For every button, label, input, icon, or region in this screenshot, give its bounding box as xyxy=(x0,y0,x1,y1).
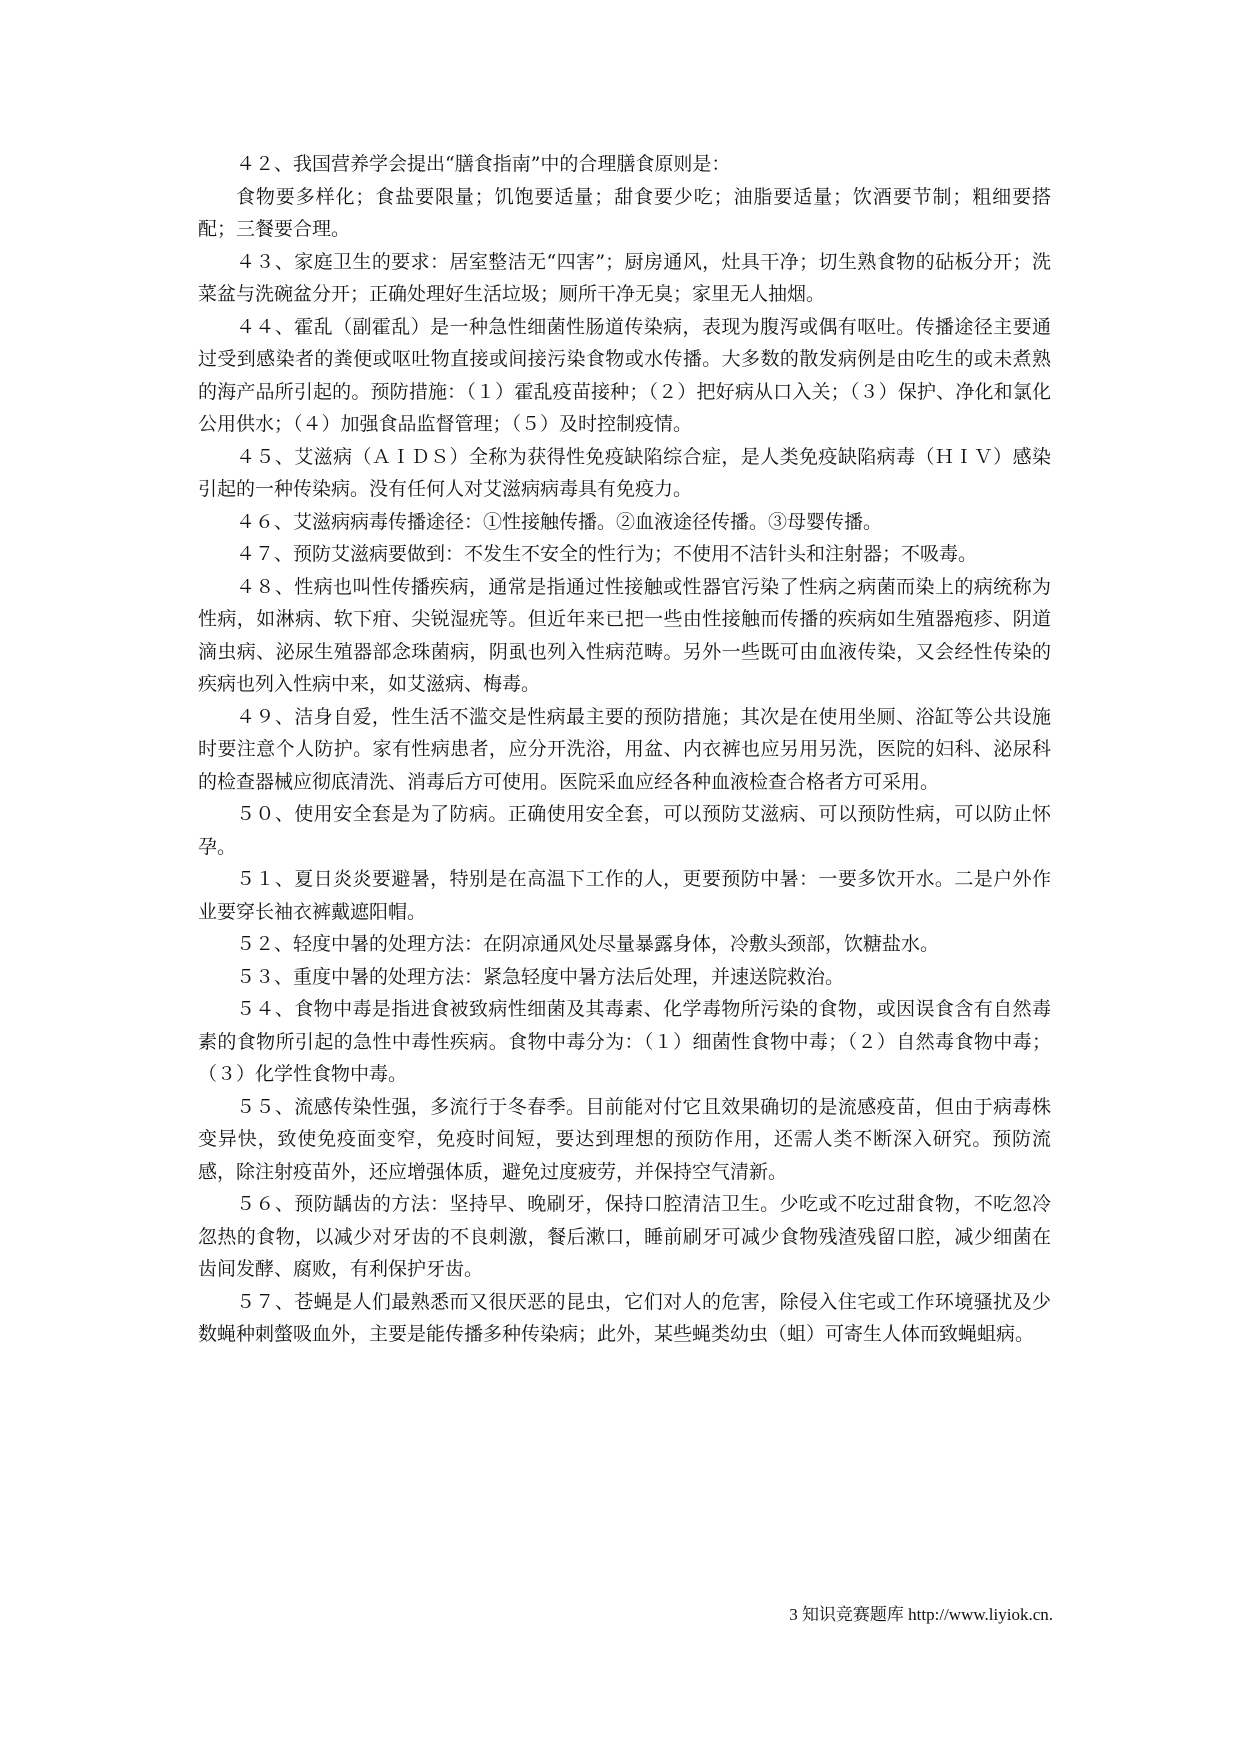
page-footer: 3 知识竞赛题库 http://www.liyiok.cn. xyxy=(789,1605,1053,1624)
paragraph-50: ５０、使用安全套是为了防病。正确使用安全套，可以预防艾滋病、可以预防性病，可以防止怀孕。 xyxy=(198,803,1051,858)
paragraph-42: ４２、我国营养学会提出“膳食指南”中的合理膳食原则是： xyxy=(236,153,731,175)
paragraph-44: ４４、霍乱（副霍乱）是一种急性细菌性肠道传染病，表现为腹泻或偶有呕吐。传播途径主要通过受到感染者的粪便或呕吐物直接或间接污染食物或水传播。大多数的散发病例是由吃生的或未煮熟的海产品所引起的。预防措施：（１）霍乱疫苗接种；（２）把好病从口入关；（３）保护、净化和氯化公用供水；（４）加强食品监督管理；（５）及时控制疫情。 xyxy=(198,315,1051,435)
paragraph-42-detail: 食物要多样化；食盐要限量；饥饱要适量；甜食要少吃；油脂要适量；饮酒要节制；粗细要搭配；三餐要合理。 xyxy=(198,185,1051,240)
paragraph-51: ５１、夏日炎炎要避暑，特别是在高温下工作的人，更要预防中暑：一要多饮开水。二是户外作业要穿长袖衣裤戴遮阳帽。 xyxy=(198,868,1051,923)
paragraph-56: ５６、预防龋齿的方法：坚持早、晚刷牙，保持口腔清洁卫生。少吃或不吃过甜食物，不吃忽冷忽热的食物，以减少对牙齿的不良刺激，餐后漱口，睡前刷牙可减少食物残渣残留口腔，减少细菌在齿间发酵、腐败，有利保护牙齿。 xyxy=(198,1193,1051,1280)
document-body xyxy=(198,148,1051,1351)
paragraph-43: ４３、家庭卫生的要求：居室整洁无“四害”；厨房通风，灶具干净；切生熟食物的砧板分开；洗菜盆与洗碗盆分开；正确处理好生活垃圾；厕所干净无臭；家里无人抽烟。 xyxy=(198,250,1051,305)
paragraph-55: ５５、流感传染性强，多流行于冬春季。目前能对付它且效果确切的是流感疫苗，但由于病毒株变异快，致使免疫面变窄，免疫时间短，要达到理想的预防作用，还需人类不断深入研究。预防流感，除注射疫苗外，还应增强体质，避免过度疲劳，并保持空气清新。 xyxy=(198,1095,1051,1183)
paragraph-54: ５４、食物中毒是指进食被致病性细菌及其毒素、化学毒物所污染的食物，或因误食含有自然毒素的食物所引起的急性中毒性疾病。食物中毒分为：（１）细菌性食物中毒；（２）自然毒食物中毒；（３）化学性食物中毒。 xyxy=(198,998,1051,1085)
paragraph-53: ５３、重度中暑的处理方法：紧急轻度中暑方法后处理，并速送院救治。 xyxy=(236,965,845,988)
paragraph-45: ４５、艾滋病（ＡＩＤＳ）全称为获得性免疫缺陷综合症，是人类免疫缺陷病毒（ＨＩＶ）感染引起的一种传染病。没有任何人对艾滋病病毒具有免疫力。 xyxy=(198,445,1051,500)
paragraph-48: ４８、性病也叫性传播疾病，通常是指通过性接触或性器官污染了性病之病菌而染上的病统称为性病，如淋病、软下疳、尖锐湿疣等。但近年来已把一些由性接触而传播的疾病如生殖器疱疹、阴道滴虫病、泌尿生殖器部念珠菌病，阴虱也列入性病范畴。另外一些既可由血液传染，又会经性传染的疾病也列入性病中来，如艾滋病、梅毒。 xyxy=(198,575,1051,695)
paragraph-52: ５２、轻度中暑的处理方法：在阴凉通风处尽量暴露身体，冷敷头颈部，饮糖盐水。 xyxy=(236,933,940,955)
paragraph-46: ４６、艾滋病病毒传播途径：①性接触传播。②血液途径传播。③母婴传播。 xyxy=(236,510,883,533)
paragraph-49: ４９、洁身自爱，性生活不滥交是性病最主要的预防措施；其次是在使用坐厕、浴缸等公共设施时要注意个人防护。家有性病患者，应分开洗浴，用盆、内衣裤也应另用另洗，医院的妇科、泌尿科的检查器械应彻底清洗、消毒后方可使用。医院采血应经各种血液检查合格者方可采用。 xyxy=(198,705,1051,793)
paragraph-57: ５７、苍蝇是人们最熟悉而又很厌恶的昆虫，它们对人的危害，除侵入住宅或工作环境骚扰及少数蝇种刺螫吸血外，主要是能传播多种传染病；此外，某些蝇类幼虫（蛆）可寄生人体而致蝇蛆病。 xyxy=(198,1290,1051,1345)
paragraph-47: ４７、预防艾滋病要做到：不发生不安全的性行为；不使用不洁针头和注射器；不吸毒。 xyxy=(236,543,978,565)
